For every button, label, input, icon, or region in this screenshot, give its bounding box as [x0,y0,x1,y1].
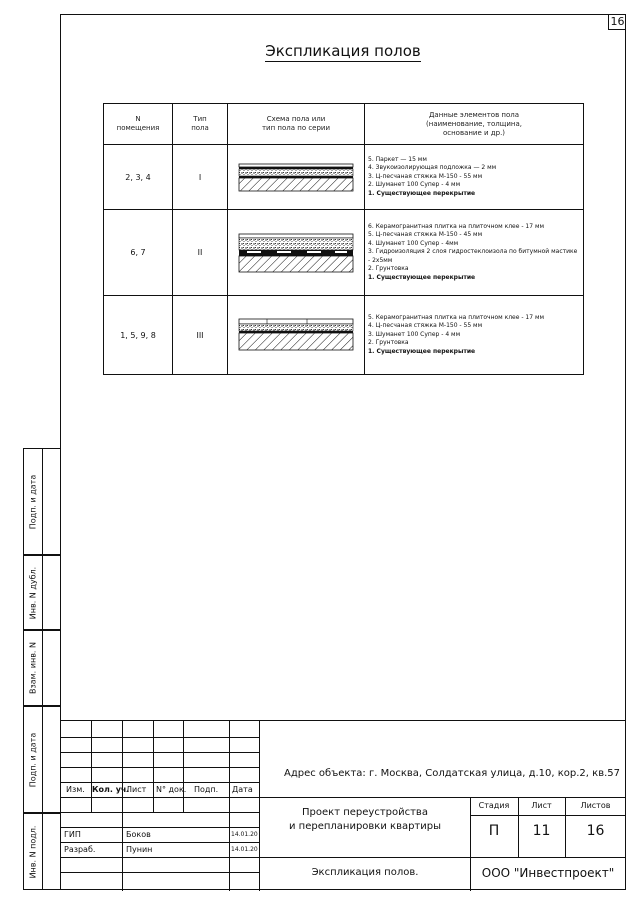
row-layers: 5. Паркет — 15 мм 4. Звукоизолирующая подложка — 2 мм 3. Ц-песчаная стяжка М-150 - 55 мм 2. Шуманет 100 Супер - 4 мм 1. Существующее перекрытие [365,145,584,210]
row-rooms: 1, 5, 9, 8 [104,296,173,375]
header-layers: Данные элементов пола (наименование, толщина, основание и др.) [365,104,584,145]
floor-schema [228,210,365,296]
table-header-row [104,104,584,145]
table-row [104,210,584,296]
row-type: III [173,296,228,375]
col-header-doc: N° док. [156,785,187,794]
name-gip: Боков [126,830,151,839]
side-stamp-sign-date-2: Подп. и дата [23,706,60,813]
title-block [60,720,626,891]
side-stamp-sign-date: Подп. и дата [23,448,60,555]
page-title: Экспликация полов [265,42,421,60]
row-type: II [173,210,228,296]
side-stamp-orig-inv: Инв. N подл. [23,813,60,890]
header-room: N помещения [104,104,173,145]
row-layers: 5. Керамогранитная плитка на плиточном клее - 17 мм 4. Ц-песчаная стяжка М-150 - 55 мм 3. Шуманет 100 Супер - 4 мм 2. Грунтовка 1. Существующее перекрытие [365,296,584,375]
project-name-1: Проект переустройства [302,807,428,818]
floor-schema [228,145,365,210]
sheets-value: 16 [586,823,605,839]
role-developer: Разраб. [64,845,96,854]
row-rooms: 6, 7 [104,210,173,296]
project-name-2: и перепланировки квартиры [288,821,442,832]
address: Адрес объекта: г. Москва, Солдатская улица, д.10, кор.2, кв.57 [284,768,620,779]
col-header-date: Дата [232,785,253,794]
row-layers: 6. Керамогранитная плитка на плиточном клее - 17 мм 5. Ц-песчаная стяжка М-150 - 45 мм 4. Шуманет 100 Супер - 4мм 3. Гидроизоляция 2 слоя гидростеклоизола по битумной мастике - 2х5мм 2. Грунтовка 1. Существующее перекрытие [365,210,584,296]
side-stamp-replace-inv: Взам. инв. N [23,630,60,706]
floor-schema-drawing [237,231,355,275]
header-type: Тип пола [173,104,228,145]
sheet-number: 16 [608,14,626,30]
row-type: I [173,145,228,210]
side-stamp-dup-inv: Инв. N дубл. [23,555,60,630]
date-developer: 14.01.20 [231,846,258,853]
sheet-value: 11 [532,823,551,839]
sheets-header: Листов [580,801,611,810]
drawing-title: Экспликация полов. [311,867,419,878]
floor-schema [228,296,365,375]
floor-table [103,103,584,375]
col-header-sheet: Лист [126,785,147,794]
table-row [104,145,584,210]
col-header-count: Кол. уч. [92,785,130,794]
sheet-header: Лист [531,801,552,810]
col-header-change: Изм. [66,785,85,794]
row-rooms: 2, 3, 4 [104,145,173,210]
floor-schema-drawing [237,160,355,194]
role-gip: ГИП [64,830,81,839]
date-gip: 14.01.20 [231,831,258,838]
name-developer: Пунин [126,845,153,854]
company-name: ООО "Инвестпроект" [481,866,615,880]
stage-header: Стадия [478,801,510,810]
floor-schema-drawing [237,317,355,353]
header-schema: Схема пола или тип пола по серии [228,104,365,145]
stage-value: П [488,823,500,839]
col-header-sign: Подп. [194,785,219,794]
table-row [104,296,584,375]
